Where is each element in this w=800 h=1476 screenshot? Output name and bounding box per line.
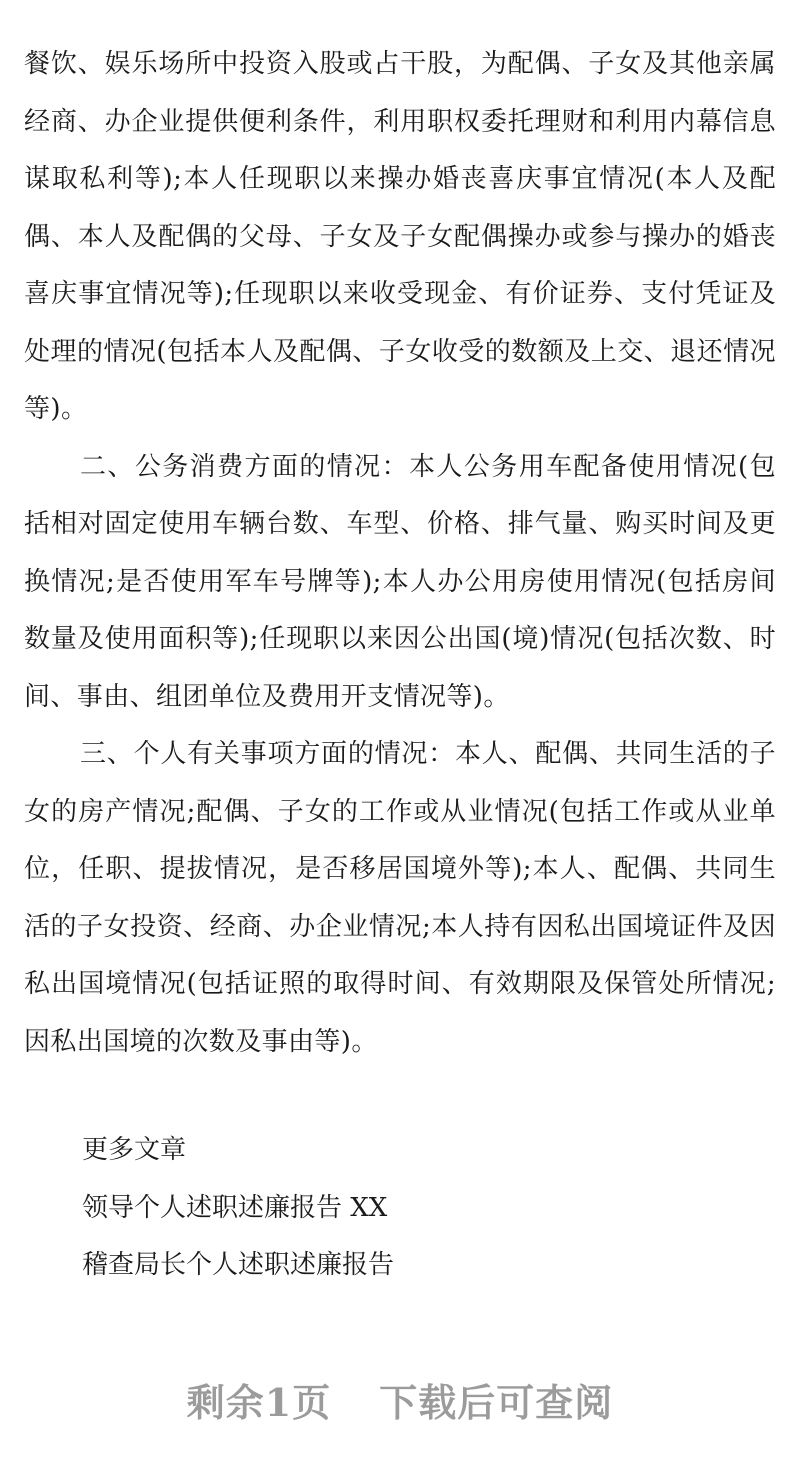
paragraph-personal-matters: 三、个人有关事项方面的情况：本人、配偶、共同生活的子女的房产情况;配偶、子女的工作或从业情况(包括工作或从业单位，任职、提拔情况，是否移居国境外等);本人、配偶、共同生活的子女投资、经商、办企业情况;本人持有因私出国境证件及因私出国境情况(包括证照的取得时间、有效期限及保管处所情况;因私出国境的次数及事由等)。 [24, 739, 776, 1057]
related-article-link-2[interactable]: 稽查局长个人述职述廉报告 [82, 1250, 395, 1280]
related-article-link-1[interactable]: 领导个人述职述廉报告 XX [82, 1192, 388, 1223]
more-articles-section [82, 1122, 682, 1295]
download-banner[interactable] [0, 1372, 800, 1427]
document-body [24, 36, 776, 1071]
paragraph-continued: 餐饮、娱乐场所中投资入股或占干股，为配偶、子女及其他亲属经商、办企业提供便利条件，利用职权委托理财和利用内幕信息谋取私利等);本人任现职以来操办婚丧喜庆事宜情况(本人及配偶、本人及配偶的父母、子女及子女配偶操办或参与操办的婚丧喜庆事宜情况等);任现职以来收受现金、有价证券、支付凭证及处理的情况(包括本人及配偶、子女收受的数额及上交、退还情况等)。 [24, 49, 776, 424]
more-articles-label: 更多文章 [82, 1135, 187, 1165]
paragraph-public-consumption: 二、公务消费方面的情况：本人公务用车配备使用情况(包括相对固定使用车辆台数、车型、价格、排气量、购买时间及更换情况;是否使用军车号牌等);本人办公用房使用情况(包括房间数量及使用面积等);任现职以来因公出国(境)情况(包括次数、时间、事由、组团单位及费用开支情况等)。 [24, 451, 776, 712]
download-to-read-text[interactable]: 下载后可查阅 [379, 1380, 614, 1425]
remaining-pages-text: 剩余1页 [186, 1380, 332, 1425]
